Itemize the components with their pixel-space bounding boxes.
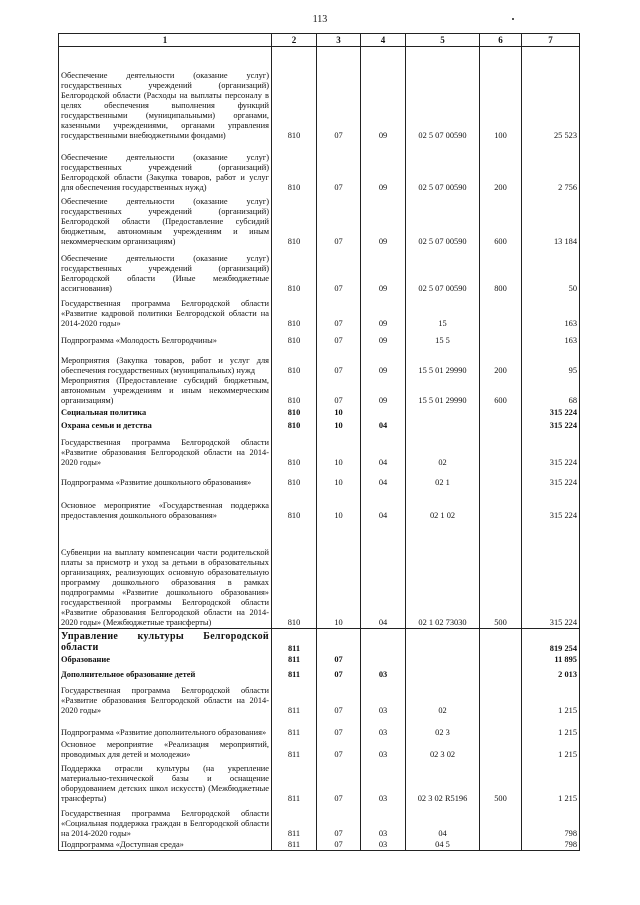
row-amount: 163 — [522, 329, 580, 346]
row-section: 07 — [317, 329, 361, 346]
row-target-item: 02 3 — [406, 716, 480, 738]
table-row — [59, 804, 580, 839]
row-subsection: 09 — [361, 47, 406, 141]
row-subsection: 03 — [361, 738, 406, 760]
row-amount: 13 184 — [522, 193, 580, 247]
row-name: Государственная программа Белгородской области «Развитие образования Белгородской области на 2014-2020 годы» — [59, 680, 272, 716]
row-name: Основное мероприятие «Реализация мероприятий, проводимых для детей и молодежи» — [59, 738, 272, 760]
row-target-item: 04 — [406, 804, 480, 839]
header-col-1: 1 — [59, 34, 272, 47]
row-subsection: 04 — [361, 431, 406, 468]
row-name: Социальная политика — [59, 406, 272, 418]
row-expense-type: 200 — [480, 346, 522, 376]
budget-table — [58, 33, 580, 851]
row-amount: 25 523 — [522, 47, 580, 141]
table-row — [59, 294, 580, 329]
row-section: 10 — [317, 521, 361, 629]
row-ministry-code: 811 — [272, 654, 317, 665]
row-ministry-code: 810 — [272, 431, 317, 468]
table-row — [59, 47, 580, 141]
row-name: Основное мероприятие «Государственная поддержка предоставления дошкольного образования» — [59, 488, 272, 521]
row-expense-type — [480, 329, 522, 346]
row-subsection: 09 — [361, 329, 406, 346]
row-amount: 50 — [522, 247, 580, 294]
row-ministry-code: 810 — [272, 294, 317, 329]
row-name: Государственная программа Белгородской области «Развитие кадровой политики Белгородской области на 2014-2020 годы» — [59, 294, 272, 329]
row-ministry-code: 811 — [272, 716, 317, 738]
row-section: 07 — [317, 247, 361, 294]
row-name: Обеспечение деятельности (оказание услуг) государственных учреждений (организаций) Белгородской области (Иные межбюджетные ассигнования) — [59, 247, 272, 294]
row-ministry-code: 810 — [272, 47, 317, 141]
row-ministry-code: 811 — [272, 760, 317, 804]
row-section: 07 — [317, 760, 361, 804]
row-target-item: 02 5 07 00590 — [406, 47, 480, 141]
row-subsection: 09 — [361, 193, 406, 247]
header-row — [59, 34, 580, 47]
row-ministry-code: 810 — [272, 376, 317, 406]
table-row — [59, 760, 580, 804]
row-section: 07 — [317, 654, 361, 665]
row-target-item — [406, 406, 480, 418]
row-expense-type — [480, 665, 522, 680]
row-amount: 1 215 — [522, 760, 580, 804]
table-row — [59, 418, 580, 431]
header-col-4: 4 — [361, 34, 406, 47]
scan-speck — [512, 18, 514, 20]
table-row — [59, 406, 580, 418]
table-row — [59, 839, 580, 851]
row-expense-type — [480, 431, 522, 468]
row-expense-type — [480, 716, 522, 738]
row-subsection — [361, 654, 406, 665]
table-row — [59, 141, 580, 193]
table-row — [59, 329, 580, 346]
row-subsection: 04 — [361, 418, 406, 431]
row-ministry-code: 811 — [272, 680, 317, 716]
row-name: Охрана семьи и детства — [59, 418, 272, 431]
row-section: 10 — [317, 406, 361, 418]
row-section: 07 — [317, 346, 361, 376]
row-target-item: 02 5 07 00590 — [406, 193, 480, 247]
row-name: Дополнительное образование детей — [59, 665, 272, 680]
table-row — [59, 665, 580, 680]
row-ministry-code: 810 — [272, 329, 317, 346]
row-expense-type — [480, 468, 522, 488]
row-expense-type: 500 — [480, 760, 522, 804]
header-col-7: 7 — [522, 34, 580, 47]
row-amount: 11 895 — [522, 654, 580, 665]
row-ministry-code: 810 — [272, 521, 317, 629]
row-amount: 315 224 — [522, 406, 580, 418]
row-amount: 798 — [522, 839, 580, 851]
row-subsection: 03 — [361, 804, 406, 839]
table-row — [59, 376, 580, 406]
row-amount: 1 215 — [522, 738, 580, 760]
row-target-item: 02 5 07 00590 — [406, 247, 480, 294]
row-section: 10 — [317, 418, 361, 431]
row-section: 10 — [317, 468, 361, 488]
row-target-item: 02 3 02 — [406, 738, 480, 760]
row-target-item: 02 5 07 00590 — [406, 141, 480, 193]
row-subsection — [361, 629, 406, 654]
row-name: Мероприятия (Предоставление субсидий бюджетным, автономным учреждениям и иным некоммерческим организациям) — [59, 376, 272, 406]
row-amount: 315 224 — [522, 431, 580, 468]
row-expense-type: 500 — [480, 521, 522, 629]
row-expense-type — [480, 294, 522, 329]
row-subsection: 09 — [361, 376, 406, 406]
row-target-item — [406, 665, 480, 680]
header-col-6: 6 — [480, 34, 522, 47]
row-ministry-code: 811 — [272, 839, 317, 851]
row-target-item: 02 — [406, 680, 480, 716]
header-col-5: 5 — [406, 34, 480, 47]
row-subsection: 04 — [361, 488, 406, 521]
row-ministry-code: 810 — [272, 418, 317, 431]
row-name: Государственная программа Белгородской области «Социальная поддержка граждан в Белгородской области на 2014-2020 годы» — [59, 804, 272, 839]
row-expense-type — [480, 804, 522, 839]
row-name: Мероприятия (Закупка товаров, работ и услуг для обеспечения государственных (муниципальных) нужд — [59, 346, 272, 376]
row-name: Поддержка отрасли культуры (на укрепление материально-технической базы и оснащение оборудованием детских школ искусств) (Межбюджетные трансферты) — [59, 760, 272, 804]
row-expense-type — [480, 418, 522, 431]
row-name: Государственная программа Белгородской области «Развитие образования Белгородской области на 2014-2020 годы» — [59, 431, 272, 468]
row-ministry-code: 811 — [272, 804, 317, 839]
row-ministry-code: 810 — [272, 141, 317, 193]
row-section — [317, 629, 361, 654]
row-expense-type — [480, 629, 522, 654]
row-amount: 68 — [522, 376, 580, 406]
row-amount: 798 — [522, 804, 580, 839]
page-number: 113 — [312, 14, 328, 25]
row-amount: 315 224 — [522, 418, 580, 431]
row-section: 07 — [317, 716, 361, 738]
row-name: Обеспечение деятельности (оказание услуг) государственных учреждений (организаций) Белгородской области (Закупка товаров, работ и услуг для обеспечения государственных нужд) — [59, 141, 272, 193]
row-subsection: 03 — [361, 760, 406, 804]
row-subsection: 03 — [361, 716, 406, 738]
table-row — [59, 431, 580, 468]
row-section: 10 — [317, 431, 361, 468]
row-subsection — [361, 406, 406, 418]
row-amount: 315 224 — [522, 468, 580, 488]
row-expense-type: 600 — [480, 193, 522, 247]
row-amount: 2 013 — [522, 665, 580, 680]
row-target-item: 02 — [406, 431, 480, 468]
row-expense-type: 200 — [480, 141, 522, 193]
row-expense-type: 600 — [480, 376, 522, 406]
row-subsection: 03 — [361, 665, 406, 680]
table-row — [59, 488, 580, 521]
table-row — [59, 521, 580, 629]
row-ministry-code: 811 — [272, 738, 317, 760]
row-section: 07 — [317, 804, 361, 839]
table-row — [59, 738, 580, 760]
row-section: 07 — [317, 47, 361, 141]
row-target-item: 02 3 02 R5196 — [406, 760, 480, 804]
table-row — [59, 654, 580, 665]
row-subsection: 09 — [361, 346, 406, 376]
row-expense-type — [480, 654, 522, 665]
row-section: 07 — [317, 839, 361, 851]
row-name: Субвенции на выплату компенсации части родительской платы за присмотр и уход за детьми в образовательных организациях, реализующих основную образовательную программу дошкольного образования в рамках подпрограммы «Развитие дошкольного образования» государственной программы Белгородской области «Развитие образования Белгородской области на 2014-2020 годы» (Межбюджетные трансферты) — [59, 521, 272, 629]
row-subsection: 03 — [361, 680, 406, 716]
row-section: 10 — [317, 488, 361, 521]
row-subsection: 09 — [361, 294, 406, 329]
row-ministry-code: 810 — [272, 346, 317, 376]
row-expense-type — [480, 406, 522, 418]
row-target-item — [406, 654, 480, 665]
row-ministry-code: 811 — [272, 665, 317, 680]
row-target-item — [406, 629, 480, 654]
row-amount: 315 224 — [522, 521, 580, 629]
row-amount: 95 — [522, 346, 580, 376]
row-expense-type: 800 — [480, 247, 522, 294]
row-section: 07 — [317, 665, 361, 680]
row-name: Образование — [59, 654, 272, 665]
row-name: Подпрограмма «Молодость Белгородчины» — [59, 329, 272, 346]
row-target-item: 02 1 02 — [406, 488, 480, 521]
row-subsection: 09 — [361, 247, 406, 294]
row-target-item — [406, 418, 480, 431]
row-target-item: 15 5 01 29990 — [406, 376, 480, 406]
row-section: 07 — [317, 680, 361, 716]
row-name: Подпрограмма «Развитие дошкольного образования» — [59, 468, 272, 488]
row-subsection: 03 — [361, 839, 406, 851]
row-target-item: 15 5 — [406, 329, 480, 346]
table-row — [59, 346, 580, 376]
row-section: 07 — [317, 141, 361, 193]
row-section: 07 — [317, 294, 361, 329]
row-subsection: 09 — [361, 141, 406, 193]
row-expense-type — [480, 680, 522, 716]
row-name: Подпрограмма «Доступная среда» — [59, 839, 272, 851]
row-name: Обеспечение деятельности (оказание услуг) государственных учреждений (организаций) Белгородской области (Предоставление субсидий бюджетным, автономным учреждениям и иным некоммерческим организациям) — [59, 193, 272, 247]
row-section: 07 — [317, 738, 361, 760]
row-expense-type — [480, 738, 522, 760]
row-ministry-code: 811 — [272, 629, 317, 654]
table-row — [59, 468, 580, 488]
row-section: 07 — [317, 193, 361, 247]
table-row — [59, 193, 580, 247]
row-amount: 1 215 — [522, 716, 580, 738]
row-name: Управление культуры Белгородской области — [59, 629, 272, 654]
row-ministry-code: 810 — [272, 247, 317, 294]
row-target-item: 02 1 02 73030 — [406, 521, 480, 629]
row-expense-type — [480, 839, 522, 851]
row-expense-type: 100 — [480, 47, 522, 141]
row-amount: 1 215 — [522, 680, 580, 716]
row-subsection: 04 — [361, 521, 406, 629]
row-name: Обеспечение деятельности (оказание услуг) государственных учреждений (организаций) Белгородской области (Расходы на выплаты персоналу в целях обеспечения выполнения функций государственными (муниципальными) органами, казенными учреждениями, органами управления государственными внебюджетными фондами) — [59, 47, 272, 141]
row-target-item: 04 5 — [406, 839, 480, 851]
row-amount: 819 254 — [522, 629, 580, 654]
row-ministry-code: 810 — [272, 193, 317, 247]
table-row — [59, 716, 580, 738]
row-subsection: 04 — [361, 468, 406, 488]
row-amount: 2 756 — [522, 141, 580, 193]
row-expense-type — [480, 488, 522, 521]
row-ministry-code: 810 — [272, 488, 317, 521]
header-col-2: 2 — [272, 34, 317, 47]
table-row — [59, 247, 580, 294]
row-amount: 163 — [522, 294, 580, 329]
row-ministry-code: 810 — [272, 468, 317, 488]
row-ministry-code: 810 — [272, 406, 317, 418]
table-row — [59, 629, 580, 654]
table-row — [59, 680, 580, 716]
header-col-3: 3 — [317, 34, 361, 47]
row-name: Подпрограмма «Развитие дополнительного образования» — [59, 716, 272, 738]
row-target-item: 15 5 01 29990 — [406, 346, 480, 376]
row-target-item: 15 — [406, 294, 480, 329]
row-target-item: 02 1 — [406, 468, 480, 488]
row-amount: 315 224 — [522, 488, 580, 521]
row-section: 07 — [317, 376, 361, 406]
